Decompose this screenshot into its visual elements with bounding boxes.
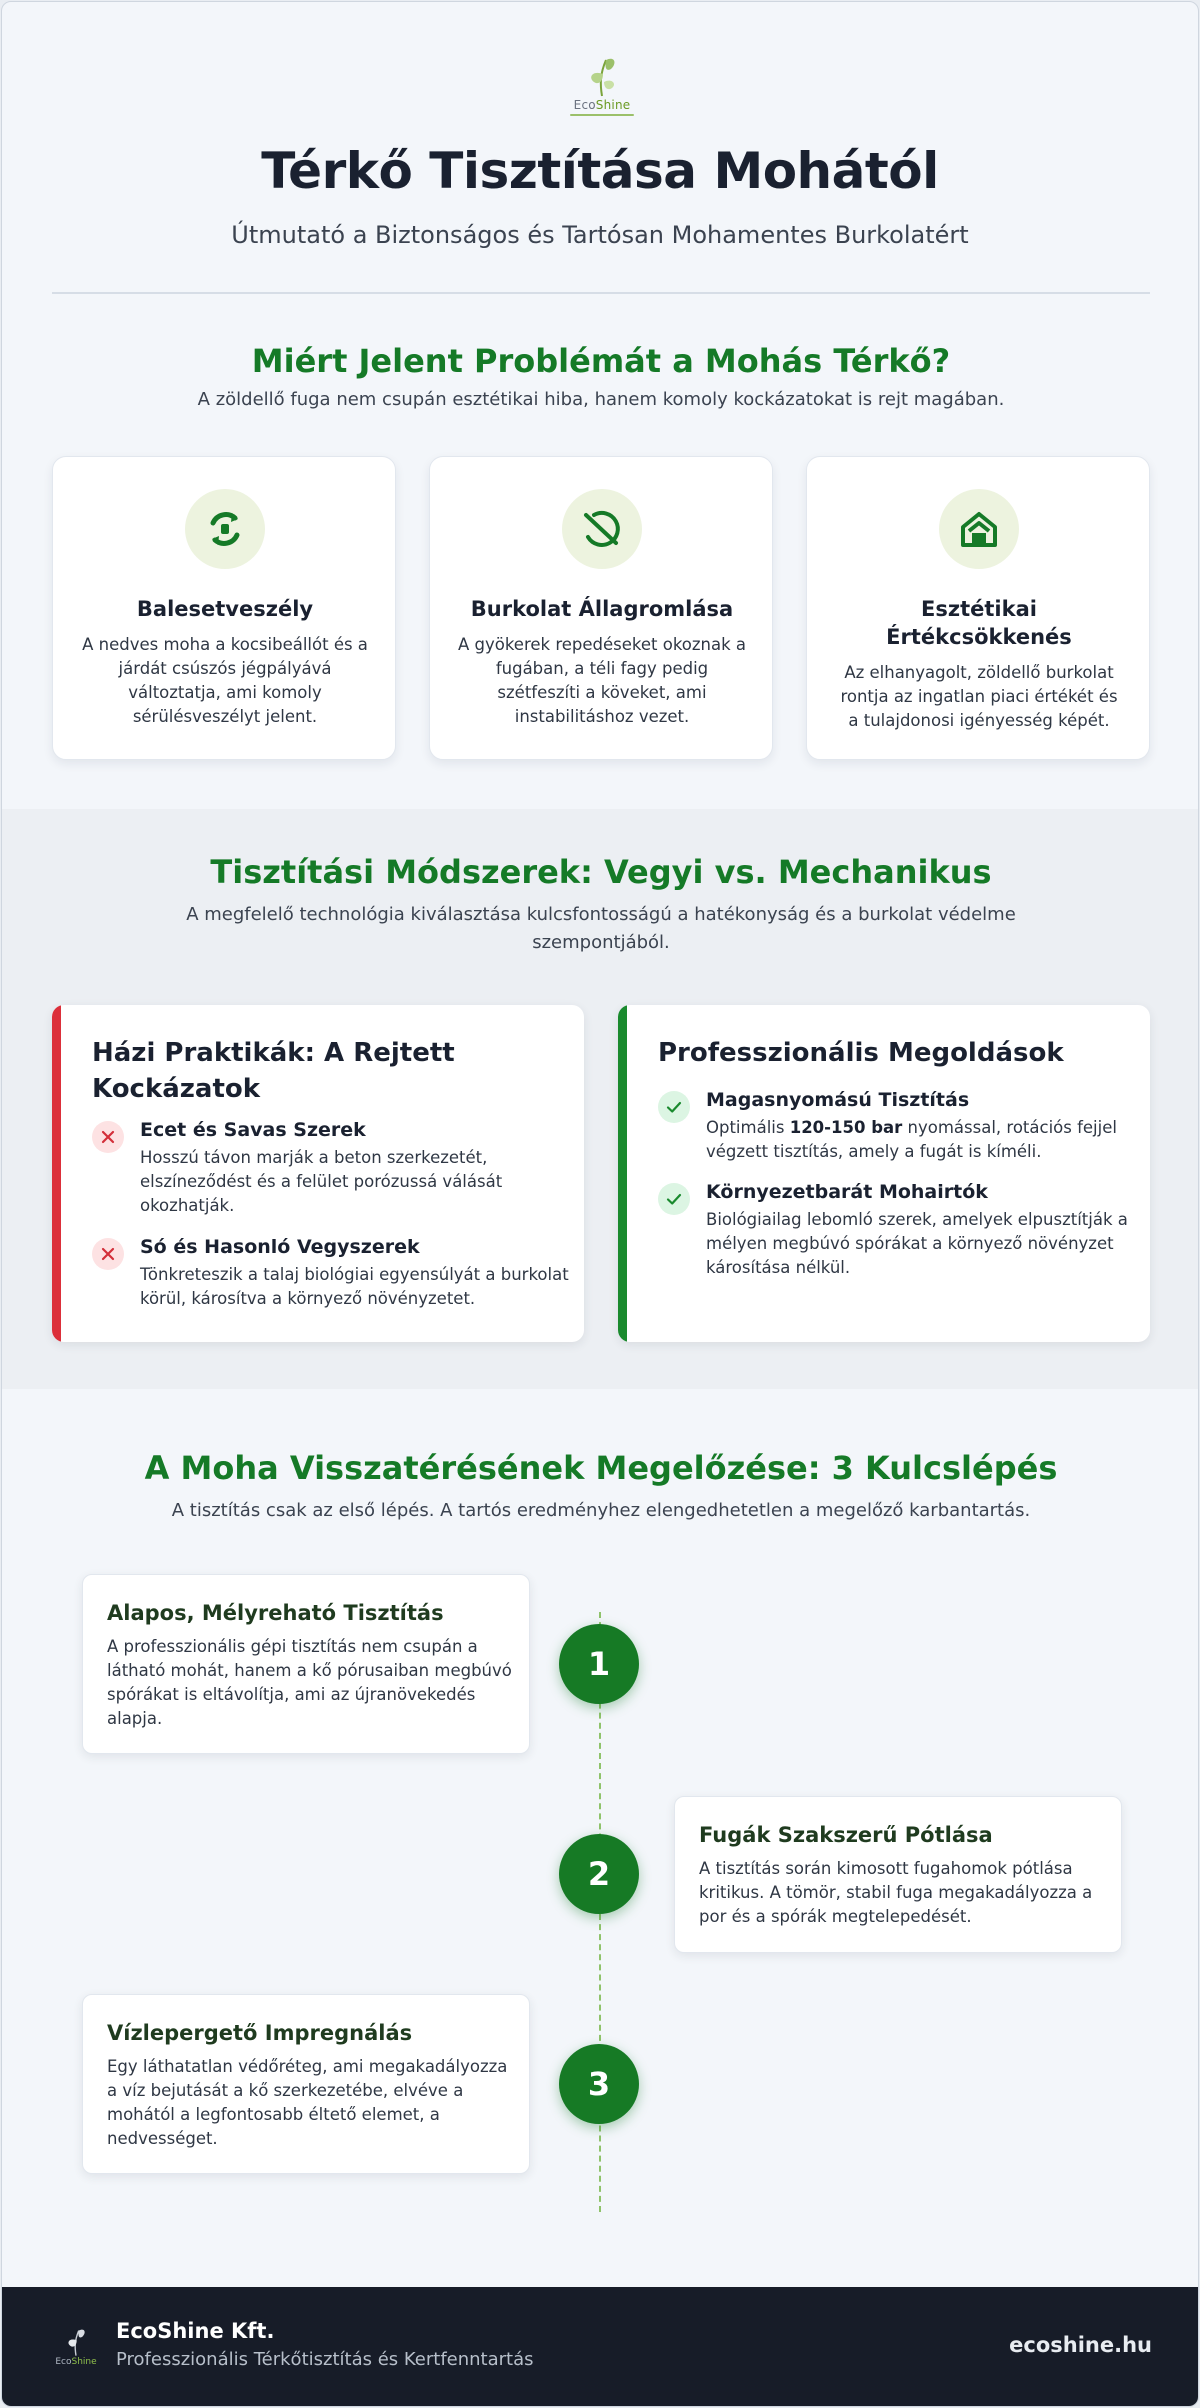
cross-icon: [92, 1121, 124, 1153]
methods-title: Tisztítási Módszerek: Vegyi vs. Mechanikus: [210, 853, 992, 891]
infographic-page: [1, 1, 1199, 2407]
risk-item-title: Ecet és Savas Szerek: [140, 1119, 366, 1141]
step-text: A professzionális gépi tisztítás nem csupán a látható mohát, hanem a kő pórusaiban megbúvó spórákat is eltávolítja, ami az újranövekedés alapja.: [107, 1637, 512, 1728]
solution-item-title: Környezetbarát Mohairtók: [706, 1181, 988, 1203]
problem-card-title: Burkolat Állagromlása: [470, 597, 734, 621]
check-icon: [658, 1091, 690, 1123]
solution-item-text: Biológiailag lebomló szerek, amelyek elpusztítják a mélyen megbúvó spórákat a környező növényzet károsítása nélkül.: [706, 1210, 1128, 1277]
problem-card-title: Esztétikai Értékcsökkenés: [886, 597, 1072, 649]
methods-subtitle: A megfelelő technológia kiválasztása kulcsfontosságú a hatékonyság és a burkolat védelme szempontjából.: [186, 904, 1016, 953]
problems-subtitle: A zöldellő fuga nem csupán esztétikai hiba, hanem komoly kockázatokat is rejt magában.: [197, 389, 1005, 410]
brand-name: EcoShine: [573, 98, 631, 112]
problem-card-text: A nedves moha a kocsibeállót és a járdát csúszós jégpályává változtatja, ami komoly sérülésveszélyt jelent.: [82, 635, 368, 726]
problem-card-safety: [52, 456, 396, 760]
professional-solutions-title: Professzionális Megoldások: [658, 1038, 1064, 1068]
home-remedies-title: Házi Praktikák: A Rejtett Kockázatok: [92, 1038, 455, 1104]
leaf-icon: [584, 52, 620, 98]
step-number-1: 1: [559, 1624, 639, 1704]
problem-card-text: Az elhanyagolt, zöldellő burkolat rontja az ingatlan piaci értékét és a tulajdonosi igényesség képét.: [840, 663, 1118, 730]
step-text: Egy láthatatlan védőréteg, ami megakadályozza a víz bejutását a kő szerkezetébe, elvéve a mohától a legfontosabb éltető elemet, a nedvességet.: [107, 2057, 508, 2148]
card-accent-bar: [618, 1005, 627, 1342]
card-accent-bar: [52, 1005, 61, 1342]
prevention-section: [2, 1389, 1199, 2289]
footer-company: EcoShine Kft.: [116, 2319, 275, 2343]
problems-section: [2, 294, 1199, 809]
cross-icon: [92, 1238, 124, 1270]
problem-card-value: [806, 456, 1150, 760]
prevention-title: A Moha Visszatérésének Megelőzése: 3 Kulcslépés: [144, 1449, 1058, 1487]
page-subtitle: Útmutató a Biztonságos és Tartósan Mohamentes Burkolatért: [231, 221, 969, 249]
risk-item-text: Tönkreteszik a talaj biológiai egyensúlyát a burkolat körül, károsítva a környező növényzetet.: [140, 1265, 569, 1308]
broken-pavement-icon: [562, 489, 642, 569]
step-card-3: [82, 1994, 530, 2174]
footer-brand-name: EcoShine: [55, 2357, 97, 2367]
brand-underline: [570, 114, 634, 116]
step-title: Fugák Szakszerű Pótlása: [699, 1823, 993, 1847]
page-title: Térkő Tisztítása Mohától: [261, 142, 939, 200]
step-card-1: [82, 1574, 530, 1754]
leaf-icon: [62, 2325, 90, 2357]
problem-card-title: Balesetveszély: [136, 597, 314, 621]
problems-title: Miért Jelent Problémát a Mohás Térkő?: [251, 342, 951, 380]
page-footer: [2, 2287, 1199, 2407]
step-number-3: 3: [559, 2044, 639, 2124]
check-icon: [658, 1183, 690, 1215]
footer-website-link[interactable]: ecoshine.hu: [1009, 2333, 1152, 2357]
methods-section: [2, 809, 1199, 1389]
slip-hazard-icon: [185, 489, 265, 569]
problem-card-text: A gyökerek repedéseket okoznak a fugában, a téli fagy pedig szétfeszíti a köveket, ami instabilitáshoz vezet.: [457, 635, 747, 726]
risk-item-text: Hosszú távon marják a beton szerkezetét, elszíneződést és a felület porózussá válását okozhatják.: [140, 1148, 503, 1215]
professional-solutions-card: [618, 1005, 1150, 1342]
risk-item-title: Só és Hasonló Vegyszerek: [140, 1236, 420, 1258]
house-value-icon: [939, 489, 1019, 569]
step-number-2: 2: [559, 1834, 639, 1914]
footer-logo: [48, 2325, 104, 2375]
prevention-subtitle: A tisztítás csak az első lépés. A tartós eredményhez elengedhetetlen a megelőző karbantartás.: [171, 1500, 1031, 1521]
solution-item-text: Optimális 120-150 bar nyomással, rotációs fejjel végzett tisztítás, amely a fugát is kíméli.: [706, 1118, 1117, 1161]
solution-item-title: Magasnyomású Tisztítás: [706, 1089, 970, 1111]
home-remedies-card: [52, 1005, 584, 1342]
step-card-2: [674, 1796, 1122, 1953]
page-header: [2, 2, 1198, 292]
step-text: A tisztítás során kimosott fugahomok pótlása kritikus. A tömör, stabil fuga megakadályozza a por és a spórák megtelepedését.: [699, 1859, 1093, 1926]
step-title: Vízlepergető Impregnálás: [107, 2021, 413, 2045]
problem-card-damage: [429, 456, 773, 760]
brand-logo: [564, 52, 640, 122]
step-title: Alapos, Mélyreható Tisztítás: [107, 1601, 444, 1625]
footer-tagline: Professzionális Térkőtisztítás és Kertfenntartás: [116, 2349, 534, 2370]
